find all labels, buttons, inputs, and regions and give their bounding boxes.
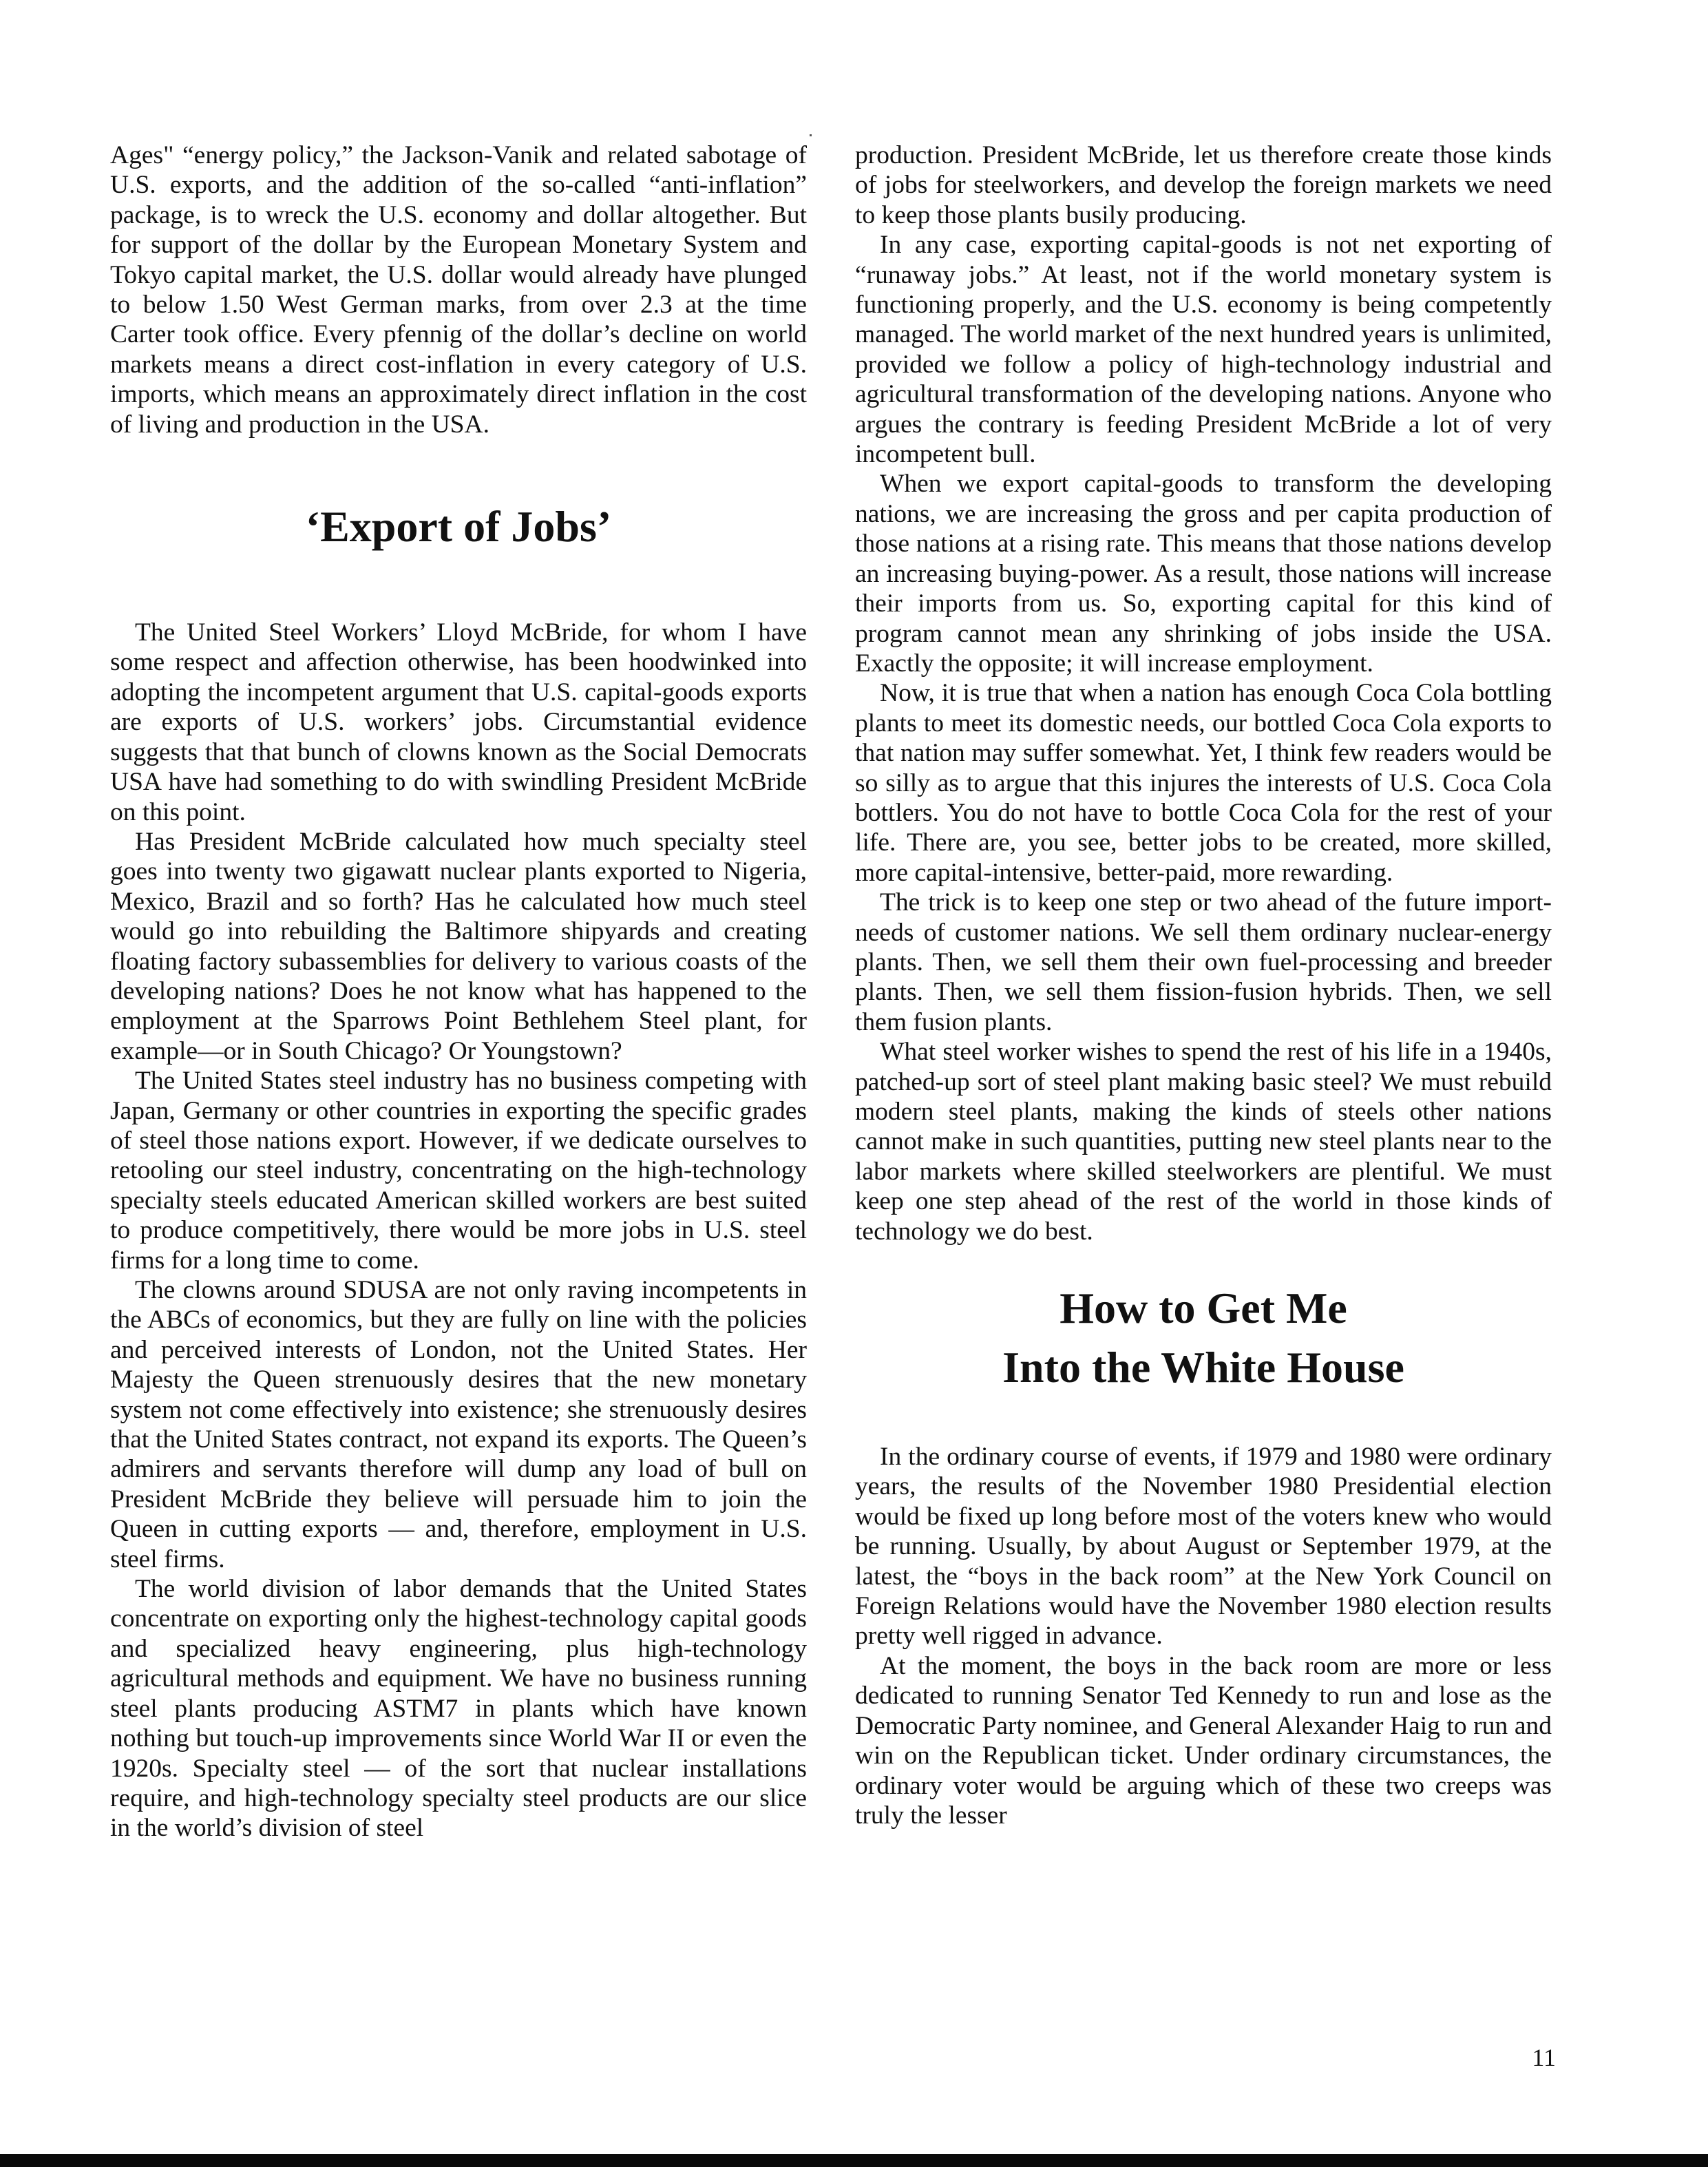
body-paragraph: At the moment, the boys in the back room are more or less dedicated to running Senator Ted Kennedy to run and lose as the Democratic Party nominee, and General Alexander Haig to run and win on the Republican ticket. Under ordinary circumstances, the ordinary voter would be arguing which of these two creeps was truly the lesser xyxy=(855,1651,1552,1830)
bottom-border-rule xyxy=(0,2154,1708,2167)
left-column xyxy=(110,140,807,1843)
heading-line-1: How to Get Me xyxy=(1059,1284,1347,1333)
body-paragraph: Now, it is true that when a nation has enough Coca Cola bottling plants to meet its domestic needs, our bottled Coca Cola exports to that nation may suffer somewhat. Yet, I think few readers would be so silly as to argue that this injures the interests of U.S. Coca Cola bottlers. You do not have to bottle Coca Cola for the rest of your life. There are, you see, better jobs to be created, more skilled, more capital-intensive, better-paid, more rewarding. xyxy=(855,679,1552,887)
body-paragraph: The United States steel industry has no business competing with Japan, Germany or other countries in exporting the specific grades of steel those nations export. However, if we dedicate ourselves to retooling our steel industry, concentrating on the high-technology specialty steels educated American skilled workers are best suited to produce competitively, there would be more jobs in U.S. steel firms for a long time to come. xyxy=(110,1067,807,1275)
heading-line-2: Into the White House xyxy=(1002,1343,1404,1392)
body-paragraph: production. President McBride, let us therefore create those kinds of jobs for steelworkers, and develop the foreign markets we need to keep those plants busily producing. xyxy=(855,141,1552,229)
body-paragraph: The world division of labor demands that the United States concentrate on exporting only the highest-technology capital goods and specialized heavy engineering, plus high-technology agricultural methods and equipment. We have no business running steel plants producing ASTM7 in plants which have known nothing but touch-up improvements since World War II or even the 1920s. Specialty steel — of the sort that nuclear installations require, and high-technology specialty steel products are our slice in the world’s division of steel xyxy=(110,1575,807,1843)
body-paragraph: The trick is to keep one step or two ahead of the future import-needs of customer nations. We sell them ordinary nuclear-energy plants. Then, we sell them their own fuel-processing and breeder plants. Then, we sell them fission-fusion hybrids. Then, we sell them fusion plants. xyxy=(855,888,1552,1036)
body-paragraph: In the ordinary course of events, if 1979 and 1980 were ordinary years, the results of the November 1980 Presidential election would be fixed up long before most of the voters knew who would be running. Usually, by about August or September 1979, at the latest, the “boys in the back room” at the New York Council on Foreign Relations would have the November 1980 election results pretty well rigged in advance. xyxy=(855,1443,1552,1651)
page-number: 11 xyxy=(1532,2044,1556,2071)
body-paragraph: What steel worker wishes to spend the rest of his life in a 1940s, patched-up sort of steel plant making basic steel? We must rebuild modern steel plants, making the kinds of steels other nations cannot make in such quantities, putting new steel plants near to the labor markets where skilled steelworkers are plentiful. We must keep one step ahead of the rest of the world in those kinds of technology we do best. xyxy=(855,1038,1552,1246)
section-heading-white-house xyxy=(855,1279,1552,1397)
body-paragraph: The United Steel Workers’ Lloyd McBride, for whom I have some respect and affection otherwise, has been hoodwinked into adopting the incompetent argument that U.S. capital-goods exports are exports of U.S. workers’ jobs. Circumstantial evidence suggests that that bunch of clowns known as the Social Democrats USA have had something to do with swindling President McBride on this point. xyxy=(110,618,807,826)
body-paragraph: Has President McBride calculated how much specialty steel goes into twenty two gigawatt nuclear plants exported to Nigeria, Mexico, Brazil and so forth? Has he calculated how much steel would go into rebuilding the Baltimore shipyards and creating floating factory subassemblies for delivery to various coasts of the developing nations? Does he not know what has happened to the employment at the Sparrows Point Bethlehem Steel plant, for example—or in South Chicago? Or Youngstown? xyxy=(110,827,807,1065)
print-speck xyxy=(810,134,812,136)
body-paragraph: In any case, exporting capital-goods is not net exporting of “runaway jobs.” At least, not if the world monetary system is functioning properly, and the U.S. economy is being competently managed. The world market of the next hundred years is unlimited, provided we follow a policy of high-technology industrial and agricultural transformation of the developing nations. Anyone who argues the contrary is feeding President McBride a lot of very incompetent bull. xyxy=(855,231,1552,469)
body-paragraph: When we export capital-goods to transform the developing nations, we are increasing the gross and per capita production of those nations at a rising rate. This means that those nations develop an increasing buying-power. As a result, those nations will increase their imports from us. So, exporting capital for this kind of program cannot mean any shrinking of jobs inside the USA. Exactly the opposite; it will increase employment. xyxy=(855,470,1552,678)
body-paragraph: The clowns around SDUSA are not only raving incompetents in the ABCs of economics, but they are fully on line with the policies and perceived interests of London, not the United States. Her Majesty the Queen strenuously desires that the new monetary system not come effectively into existence; she strenuously desires that the United States contract, not expand its exports. The Queen’s admirers and servants therefore will dump any load of bull on President McBride they believe will persuade him to join the Queen in cutting exports — and, therefore, employment in U.S. steel firms. xyxy=(110,1276,807,1573)
intro-paragraph: Ages" “energy policy,” the Jackson-Vanik and related sabotage of U.S. exports, and the addition of the so-called “anti-inflation” package, is to wreck the U.S. economy and dollar altogether. But for support of the dollar by the European Monetary System and Tokyo capital market, the U.S. dollar would already have plunged to below 1.50 West German marks, from over 2.3 at the time Carter took office. Every pfennig of the dollar’s decline on world markets means a direct cost-inflation in every category of U.S. imports, which means an approximately direct inflation in the cost of living and production in the USA. xyxy=(110,141,807,439)
right-column xyxy=(855,140,1552,1830)
section-heading-export-of-jobs: ‘Export of Jobs’ xyxy=(305,502,612,552)
